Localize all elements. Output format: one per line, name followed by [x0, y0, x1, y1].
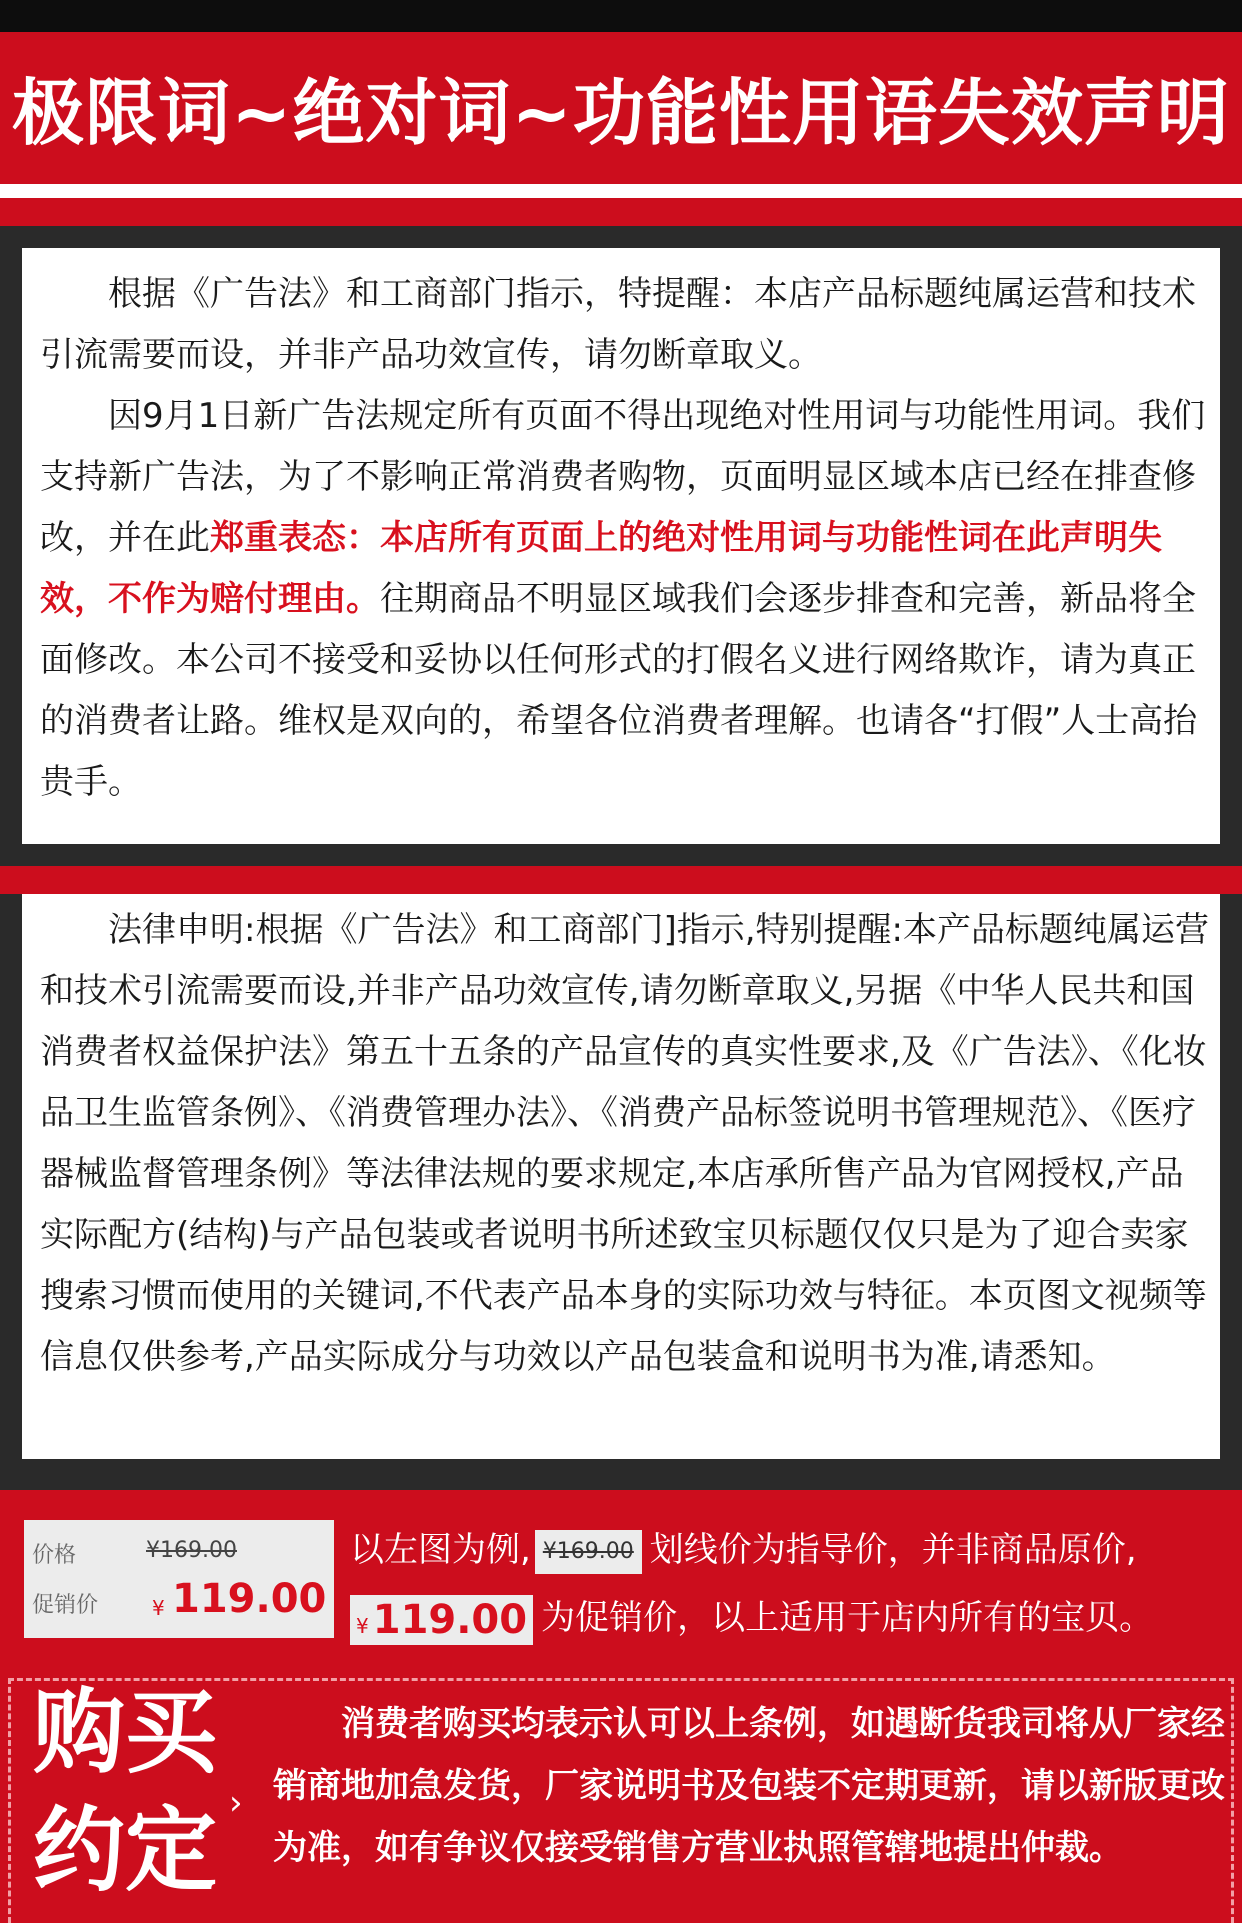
top-dark-bar: [0, 0, 1242, 32]
original-price-tag: ¥169.00: [535, 1530, 642, 1574]
page-title: 极限词~绝对词~功能性用语失效声明: [12, 71, 1230, 155]
divider-red-2: [0, 866, 1242, 894]
currency-symbol: ¥: [152, 1596, 165, 1620]
agreement-title-line1: 购买: [33, 1679, 218, 1786]
notice1-text-c: 往期商品不明显区域我们会逐步排查和完善，新品将全面修改。本公司不接受和妥协以任何形式的打假名义进行网络欺诈，请为真正的消费者让路。维权是双向的，希望各位消费者理解。也请各“打假”人士高抬贵手。: [40, 579, 1198, 802]
price-explain-line-2: [350, 1588, 1153, 1648]
price-example-box: [24, 1520, 334, 1638]
line1-suffix: 划线价为指导价，并非商品原价,: [649, 1530, 1137, 1570]
notice1-text-b: 因9月1日新广告法规定所有页面不得出现绝对性用词与功能性用词。我们支持新广告法，为了不影响正常消费者购物，页面明显区域本店已经在排查修改，并在此: [40, 396, 1206, 558]
agreement-title-line2: 约定: [33, 1797, 218, 1904]
line2-suffix: 为促销价，以上适用于店内所有的宝贝。: [541, 1598, 1154, 1638]
agreement-paragraph: 消费者购买均表示认可以上条例，如遇断货我司将从厂家经销商地加急发货，厂家说明书及包装不定期更新，请以新版更改为准，如有争议仅接受销售方营业执照管辖地提出仲裁。: [273, 1704, 1225, 1868]
original-price: ¥169.00: [146, 1538, 237, 1563]
notice-card-1: [22, 248, 1220, 844]
purchase-agreement-box: [8, 1678, 1234, 1923]
chevron-right-icon: ›: [229, 1783, 243, 1823]
price-explanation-section: [0, 1490, 1242, 1923]
promo-label: 促销价: [32, 1593, 99, 1618]
divider-white: [0, 184, 1242, 198]
price-label: 价格: [32, 1543, 77, 1568]
line1-prefix: 以左图为例,: [350, 1530, 531, 1570]
notice-panel-2: [0, 894, 1242, 1490]
sale-tag-value: 119.00: [372, 1596, 528, 1643]
notice-panel-1: [0, 226, 1242, 866]
divider-red-1: [0, 198, 1242, 226]
notice1-paragraph-a: 根据《广告法》和工商部门指示，特提醒：本店产品标题纯属运营和技术引流需要而设，并非产品功效宣传，请勿断章取义。: [40, 274, 1196, 375]
price-explain-line-1: [350, 1520, 1137, 1580]
sale-price-tag: [350, 1595, 533, 1645]
notice2-paragraph: 法律申明:根据《广告法》和工商部门]指示,特别提醒:本产品标题纯属运营和技术引流需要而设,并非产品功效宣传,请勿断章取义,另据《中华人民共和国消费者权益保护法》第五十五条的产品宣传的真实性要求,及《广告法》、《化妆品卫生监管条例》、《消费管理办法》、《消费产品标签说明书管理规范》、《医疗器械监督管理条例》等法律法规的要求规定,本店承所售产品为官网授权,产品实际配方(结构)与产品包装或者说明书所述致宝贝标题仅仅只是为了迎合卖家搜索习惯而使用的关键词,不代表产品本身的实际功效与特征。本页图文视频等信息仅供参考,产品实际成分与功效以产品包装盒和说明书为准,请悉知。: [40, 910, 1209, 1377]
agreement-text: [273, 1693, 1228, 1879]
sale-tag-currency: ¥: [356, 1613, 369, 1638]
notice1-highlight: 郑重表态：本店所有页面上的绝对性用词与功能性词在此声明失效，不作为赔付理由。: [40, 518, 1162, 619]
notice-card-2: [22, 894, 1220, 1459]
title-banner: [0, 32, 1242, 184]
sale-price: 119.00: [172, 1576, 327, 1622]
notice1-paragraph-b: [40, 386, 1210, 813]
